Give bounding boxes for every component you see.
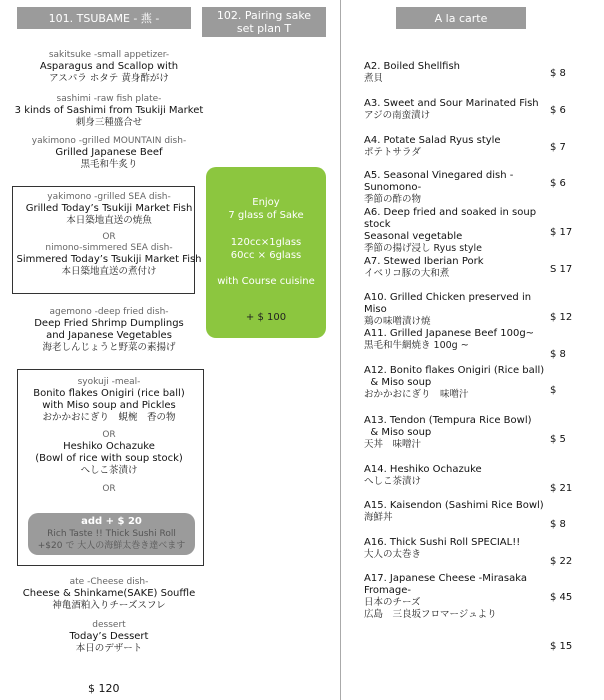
alacarte-item-jp: おかかおにぎり 味噌汁 bbox=[364, 389, 469, 400]
pairing-header-line1: 102. Pairing sake bbox=[216, 9, 312, 22]
choice1-or: OR bbox=[102, 232, 116, 242]
alacarte-item-en2: & Miso soup bbox=[364, 377, 432, 388]
course-ate-jp: 神亀酒粕入りチーズスフレ bbox=[52, 600, 166, 611]
alacarte-header bbox=[396, 7, 526, 29]
add-en: Rich Taste !! Thick Sushi Roll bbox=[47, 529, 176, 539]
alacarte-item-jp: 季節の酢の物 bbox=[364, 194, 422, 205]
alacarte-item bbox=[364, 98, 554, 122]
alacarte-item-en: A2. Boiled Shellfish bbox=[364, 61, 461, 72]
add-price: add + $ 20 bbox=[81, 516, 142, 527]
alacarte-item-jp2: 広島 三良坂フロマージュより bbox=[364, 609, 497, 620]
alacarte-item-jp: ポテトサラダ bbox=[364, 147, 421, 158]
alacarte-item-jp: 大人の太巻き bbox=[364, 549, 422, 560]
column-divider bbox=[340, 0, 341, 700]
course-choice1 bbox=[12, 192, 206, 278]
course-sashimi-jp: 刺身三種盛合せ bbox=[75, 117, 143, 128]
alacarte-item-en2: & Miso soup bbox=[364, 427, 432, 438]
alacarte-item-price: $ 8 bbox=[550, 349, 566, 360]
alacarte-item-price: $ 5 bbox=[550, 434, 566, 445]
alacarte-item-price: $ 22 bbox=[550, 556, 573, 567]
alacarte-item-en: A13. Tendon (Tempura Rice Bowl) bbox=[364, 415, 532, 426]
course-header bbox=[17, 7, 191, 29]
alacarte-item-price: $ 17 bbox=[550, 227, 573, 238]
alacarte-item-price: $ 12 bbox=[550, 312, 573, 323]
alacarte-item-jp: へしこ茶漬け bbox=[364, 476, 422, 487]
course-agemono-sub: agemono -deep fried dish- bbox=[49, 307, 169, 317]
alacarte-item-en: A17. Japanese Cheese -Mirasaka Fromage- bbox=[364, 573, 528, 596]
alacarte-item-jp: 天丼 味噌汁 bbox=[364, 439, 422, 450]
course-sakitsuke-en: Asparagus and Scallop with bbox=[39, 61, 179, 72]
choice1-a-sub: yakimono -grilled SEA dish- bbox=[47, 192, 171, 202]
alacarte-item bbox=[364, 61, 554, 85]
choice2-a-en1: Bonito flakes Onigiri (rice ball) bbox=[33, 388, 185, 399]
course-ate-en: Cheese & Shinkame(SAKE) Souffle bbox=[22, 588, 196, 599]
alacarte-item-price: S 17 bbox=[550, 264, 573, 275]
alacarte-item-price: $ 6 bbox=[550, 178, 566, 189]
course-ate-sub: ate -Cheese dish- bbox=[69, 577, 149, 587]
alacarte-item bbox=[364, 573, 554, 621]
alacarte-item-en: A3. Sweet and Sour Marinated Fish bbox=[364, 98, 539, 109]
alacarte-item bbox=[364, 500, 554, 524]
course-yakimono-mountain-sub: yakimono -grilled MOUNTAIN dish- bbox=[31, 136, 187, 146]
alacarte-item-jp: 煮貝 bbox=[364, 73, 384, 84]
course-agemono-en1: Deep Fried Shrimp Dumplings bbox=[34, 318, 184, 329]
choice2-b-jp: へしこ茶漬け bbox=[80, 465, 138, 476]
choice2-a-jp: おかかおにぎり 蜆椀 香の物 bbox=[42, 412, 176, 423]
alacarte-item-en: A15. Kaisendon (Sashimi Rice Bowl) bbox=[364, 500, 544, 511]
choice2-b-en1: Heshiko Ochazuke bbox=[63, 441, 155, 452]
alacarte-item bbox=[364, 135, 554, 159]
alacarte-item-price: $ bbox=[550, 385, 557, 396]
choice1-a-jp: 本日築地直送の焼魚 bbox=[66, 215, 152, 226]
course-total-price: $ 120 bbox=[88, 682, 120, 695]
alacarte-item bbox=[364, 292, 554, 328]
alacarte-item-price: $ 7 bbox=[550, 142, 566, 153]
course-dessert-en: Today’s Dessert bbox=[69, 631, 149, 642]
alacarte-item-price: $ 8 bbox=[550, 519, 566, 530]
choice1-b-sub: nimono-simmered SEA dish- bbox=[45, 243, 173, 253]
choice1-a-en: Grilled Today’s Tsukiji Market Fish bbox=[25, 203, 193, 214]
course-agemono-jp: 海老しんじょうと野菜の素揚げ bbox=[42, 342, 176, 353]
choice1-b-en: Simmered Today’s Tsukiji Market Fish bbox=[16, 254, 202, 265]
alacarte-item-price: $ 8 bbox=[550, 68, 566, 79]
alacarte-item-en: A12. Bonito flakes Onigiri (Rice ball) bbox=[364, 365, 545, 376]
course-choice2 bbox=[12, 377, 206, 495]
pairing-with: with Course cuisine bbox=[217, 276, 315, 287]
course-header-label: 101. TSUBAME - 燕 - bbox=[48, 11, 160, 25]
alacarte-item-en: A4. Potate Salad Ryus style bbox=[364, 135, 501, 146]
pairing-line2: 60cc × 6glass bbox=[230, 250, 302, 261]
alacarte-item-jp: 季節の揚げ浸し Ryus style bbox=[364, 243, 482, 254]
alacarte-item-en2: Seasonal vegetable bbox=[364, 231, 463, 242]
choice1-b-jp: 本日築地直送の煮付け bbox=[61, 266, 157, 277]
alacarte-item bbox=[364, 464, 554, 488]
alacarte-item bbox=[364, 537, 554, 561]
alacarte-item-en: A14. Heshiko Ochazuke bbox=[364, 464, 482, 475]
course-sakitsuke-jp: アスパラ ホタテ 黄身酢がけ bbox=[49, 73, 169, 84]
alacarte-item-jp: 黒毛和牛網焼き 100g ~ bbox=[364, 340, 469, 351]
alacarte-item-en: A16. Thick Sushi Roll SPECIAL!! bbox=[364, 537, 521, 548]
course-sakitsuke-sub: sakitsuke -small appetizer- bbox=[48, 50, 170, 60]
alacarte-item bbox=[364, 415, 554, 451]
alacarte-item bbox=[364, 207, 554, 255]
alacarte-item-price: $ 21 bbox=[550, 483, 573, 494]
pairing-header-line2: set plan T bbox=[236, 22, 292, 35]
course-sashimi-sub: sashimi -raw fish plate- bbox=[56, 94, 162, 104]
pairing-price: + $ 100 bbox=[245, 312, 287, 323]
alacarte-item-price: $ 45 bbox=[550, 592, 573, 603]
alacarte-item-en: A6. Deep fried and soaked in soup stock bbox=[364, 207, 537, 230]
alacarte-item-price: $ 15 bbox=[550, 641, 573, 652]
course-agemono bbox=[12, 307, 206, 354]
alacarte-item bbox=[364, 170, 554, 206]
alacarte-item-jp: イベリコ豚の大和煮 bbox=[364, 268, 450, 279]
alacarte-item-jp: 日本のチーズ bbox=[364, 597, 421, 608]
course-sakitsuke bbox=[12, 50, 206, 85]
course-dessert-sub: dessert bbox=[92, 620, 126, 630]
course-sashimi bbox=[12, 94, 206, 129]
alacarte-item-en: A7. Stewed Iberian Pork bbox=[364, 256, 484, 267]
pairing-header bbox=[202, 7, 326, 37]
choice2-b-en2: (Bowl of rice with soup stock) bbox=[35, 453, 183, 464]
choice2-a-en2: with Miso soup and Pickles bbox=[42, 400, 176, 411]
alacarte-item-jp: アジの南蛮漬け bbox=[364, 110, 431, 121]
course-yakimono-mountain-jp: 黒毛和牛炙り bbox=[80, 159, 138, 170]
course-yakimono-mountain bbox=[12, 136, 206, 171]
alacarte-item-jp: 海鮮丼 bbox=[364, 512, 393, 523]
alacarte-item-en: A11. Grilled Japanese Beef 100g~ bbox=[364, 328, 535, 339]
course-dessert bbox=[12, 620, 206, 655]
course-yakimono-mountain-en: Grilled Japanese Beef bbox=[55, 147, 163, 158]
pairing-line1: 120cc×1glass bbox=[230, 237, 302, 248]
choice2-or1: OR bbox=[102, 430, 116, 440]
course-sashimi-en: 3 kinds of Sashimi from Tsukiji Market bbox=[14, 105, 204, 116]
pairing-box bbox=[206, 167, 326, 338]
alacarte-item bbox=[364, 256, 554, 280]
alacarte-item bbox=[364, 328, 554, 352]
alacarte-item-jp: 鶏の味噌漬け焼 bbox=[364, 316, 431, 327]
alacarte-item-en: A5. Seasonal Vinegared dish -Sunomono- bbox=[364, 170, 514, 193]
pairing-enjoy: Enjoy bbox=[252, 197, 280, 208]
choice2-or2: OR bbox=[102, 484, 116, 494]
pairing-glasses: 7 glass of Sake bbox=[228, 210, 304, 221]
course-dessert-jp: 本日のデザート bbox=[75, 643, 143, 654]
alacarte-item bbox=[364, 365, 557, 401]
choice2-sub: syokuji -meal- bbox=[77, 377, 141, 387]
course-ate bbox=[12, 577, 206, 612]
course-agemono-en2: and Japanese Vegetables bbox=[46, 330, 172, 341]
alacarte-item-en: A10. Grilled Chicken preserved in Miso bbox=[364, 292, 532, 315]
alacarte-item-price: $ 6 bbox=[550, 105, 566, 116]
alacarte-header-label: A la carte bbox=[434, 11, 488, 25]
add-sushi-roll-pill bbox=[28, 513, 195, 555]
add-jp: +$20 で 大人の海鮮太巻き達べます bbox=[37, 541, 186, 551]
